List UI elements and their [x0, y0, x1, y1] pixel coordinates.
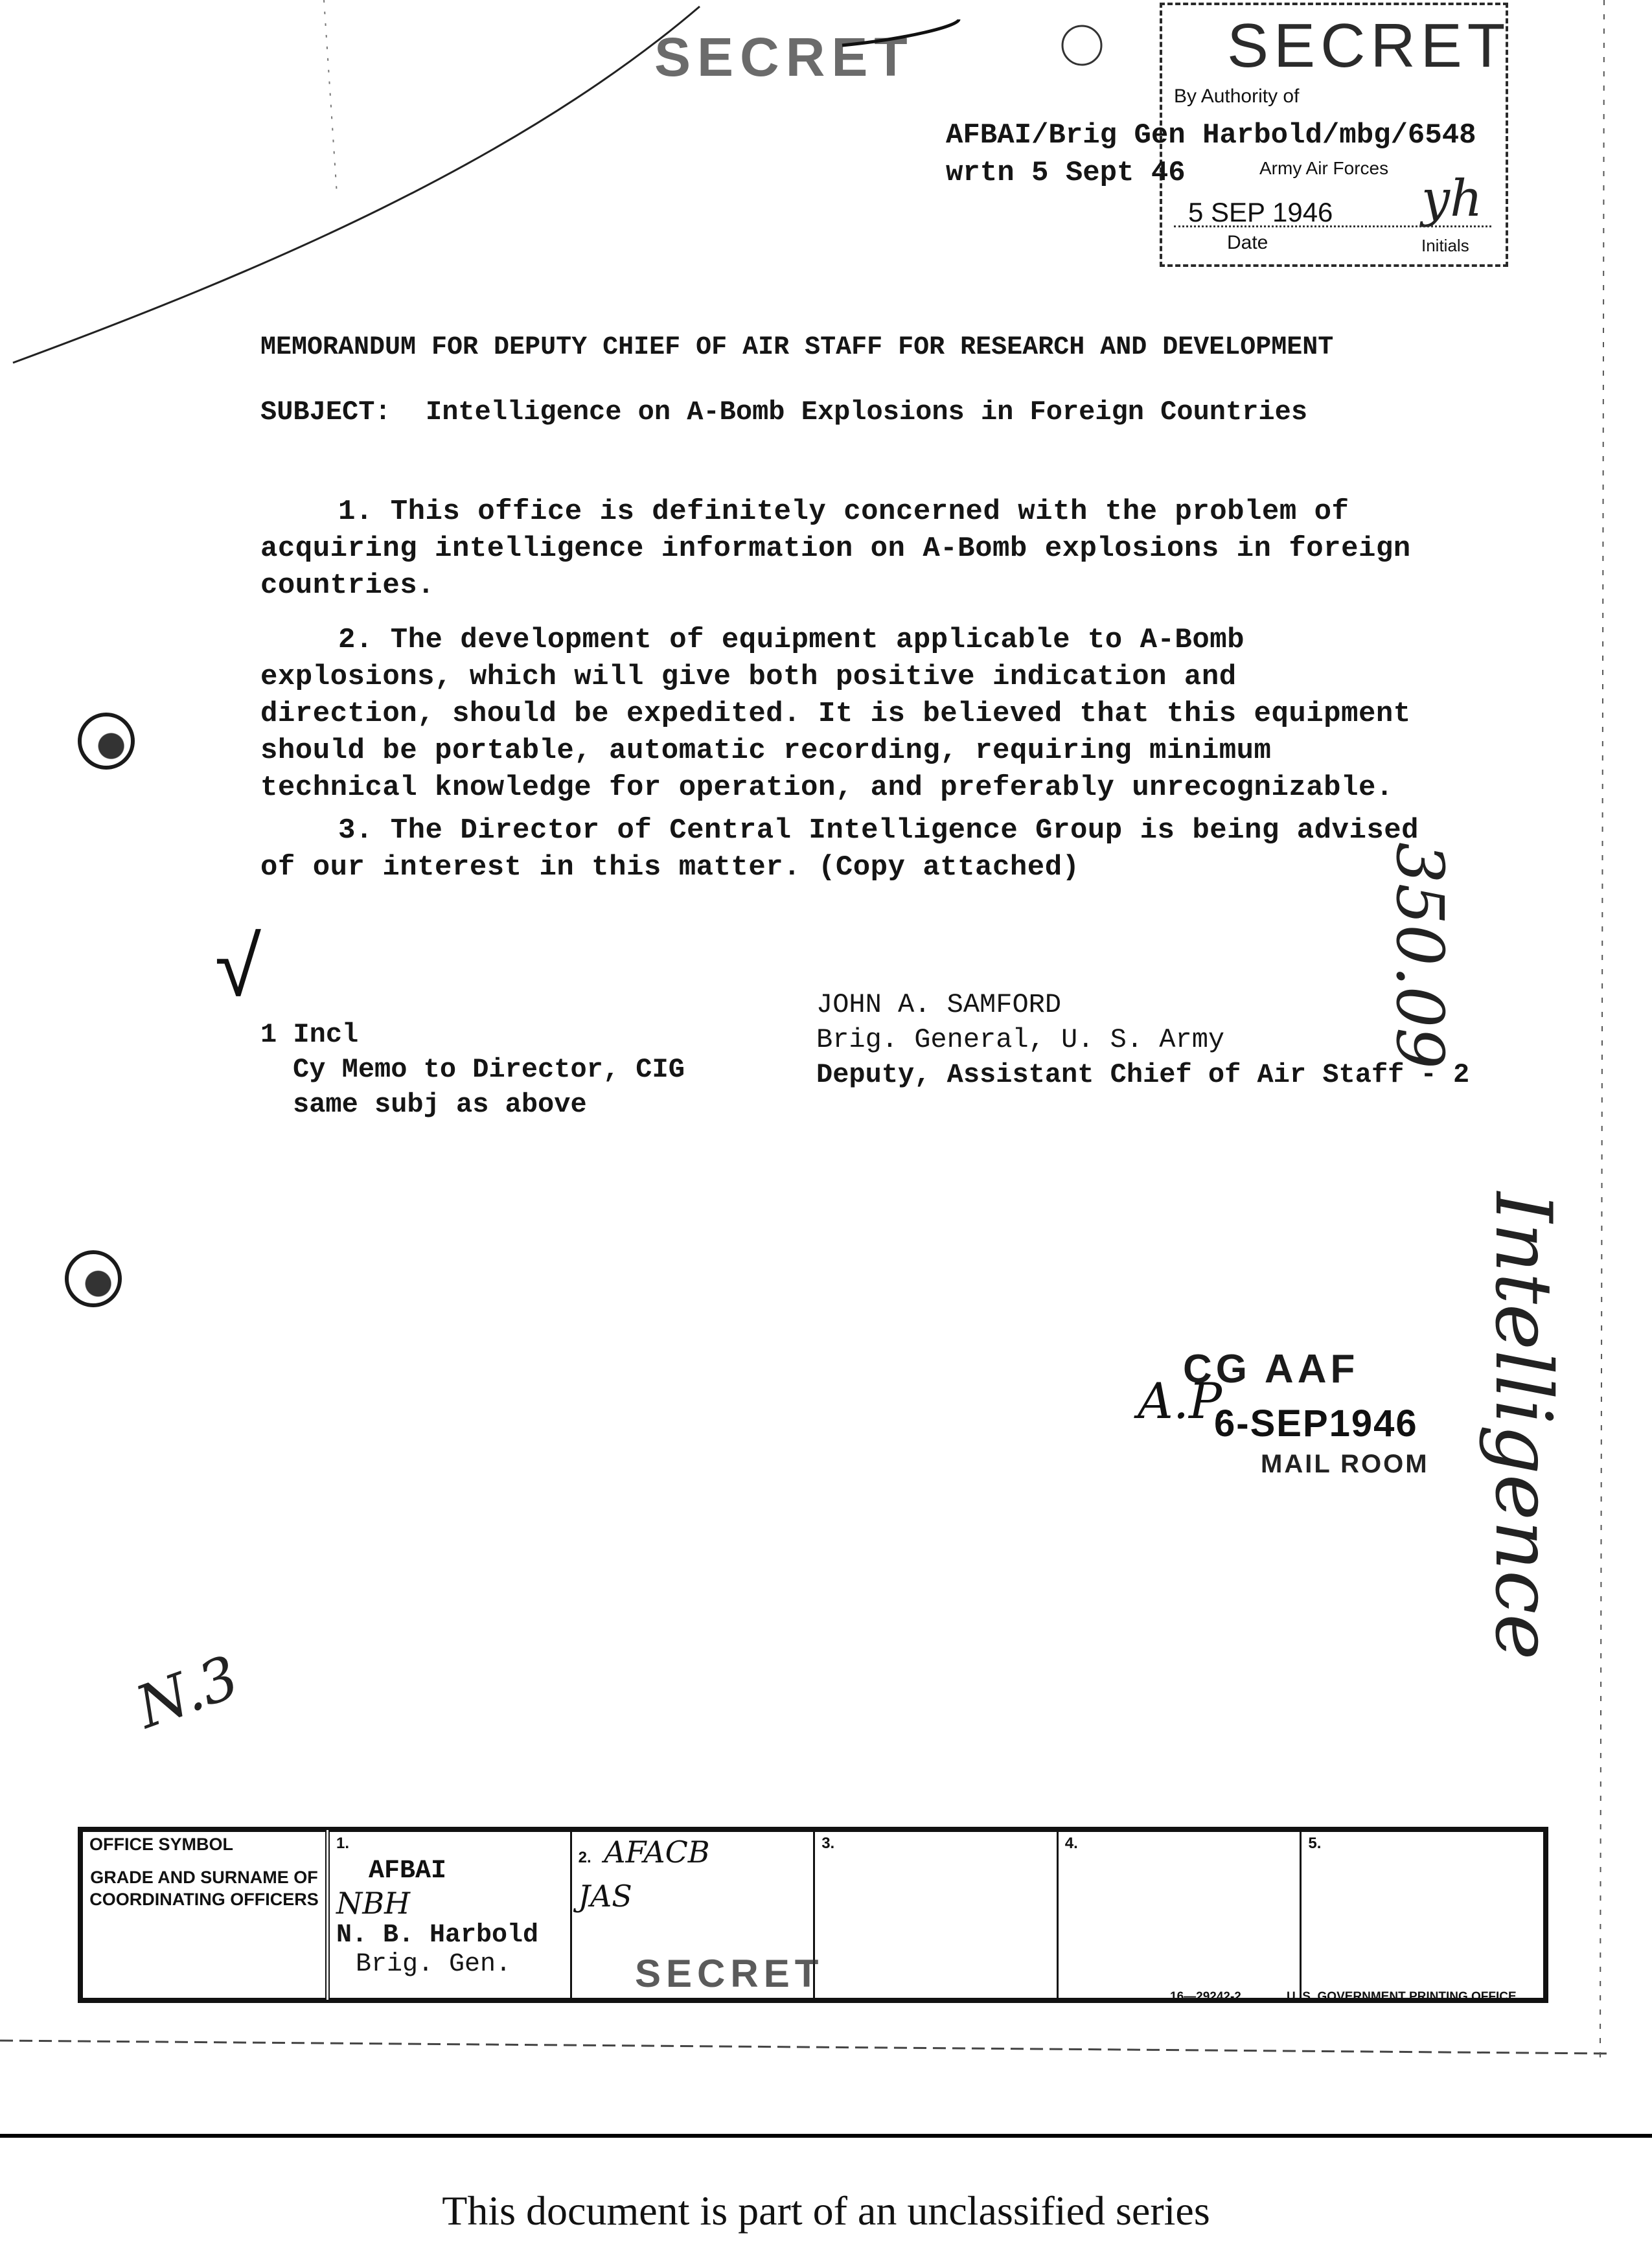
paragraph-text: The Director of Central Intelligence Group is being advised of our interest in this matter. (Copy attached) — [260, 814, 1419, 884]
coordinator-name: N. B. Harbold — [336, 1921, 539, 1950]
secret-stamp-bottom: SECRET — [635, 1952, 824, 1995]
coordinator-signature: JAS — [578, 1879, 632, 1914]
enclosure-line2: Cy Memo to Director, CIG — [293, 1054, 685, 1085]
authority-stamp-date: 5 SEP 1946 — [1188, 197, 1333, 227]
scan-circle — [1062, 26, 1101, 65]
office-symbol: AFBAI — [369, 1857, 447, 1886]
column-number: 4. — [1064, 1835, 1078, 1852]
received-stamp-office: CG AAF — [1183, 1347, 1359, 1391]
enclosure-line1: 1 Incl — [260, 1019, 359, 1050]
page-footer: This document is part of an unclassified series — [442, 2188, 1210, 2234]
margin-file-number: 350.09 — [1382, 842, 1458, 1069]
authority-stamp-initials-mark: yh — [1421, 170, 1483, 228]
paragraph-number: 2. — [338, 624, 373, 656]
coordinator-signature: NBH — [336, 1886, 411, 1921]
check-mark-icon: √ — [214, 926, 265, 1022]
received-stamp-room: MAIL ROOM — [1261, 1450, 1429, 1478]
signer-name: JOHN A. SAMFORD — [816, 989, 1062, 1020]
authority-stamp-org: Army Air Forces — [1259, 158, 1389, 178]
authority-stamp-by: By Authority of — [1174, 86, 1300, 107]
paragraph-text: This office is definitely concerned with the problem of acquiring intelligence information on A-Bomb explosions in foreign countries. — [260, 496, 1411, 602]
office-symbol: AFACB — [604, 1835, 710, 1870]
handwritten-mark: N.3 — [127, 1642, 248, 1743]
enclosure-line3: same subj as above — [293, 1089, 587, 1120]
file-reference-line2: wrtn 5 Sept 46 — [946, 157, 1186, 189]
authority-stamp-classification: SECRET — [1227, 11, 1511, 80]
margin-note: Intelligence — [1478, 1192, 1568, 1660]
form-number: 16—29242-2 — [1170, 1990, 1241, 2004]
printer-imprint: U. S. GOVERNMENT PRINTING OFFICE — [1287, 1990, 1517, 2004]
fold-line — [13, 6, 700, 363]
scan-edge-line — [0, 2041, 1607, 2054]
file-reference-line1: AFBAI/Brig Gen Harbold/mbg/6548 — [946, 119, 1476, 152]
memo-addressee: MEMORANDUM FOR DEPUTY CHIEF OF AIR STAFF FOR RESEARCH AND DEVELOPMENT — [260, 333, 1334, 362]
grade-surname-label: GRADE AND SURNAME OF COORDINATING OFFICERS — [89, 1868, 319, 1909]
signer-rank: Brig. General, U. S. Army — [816, 1024, 1225, 1055]
column-number: 2. — [578, 1849, 591, 1866]
received-stamp-initials: A.P. — [1138, 1372, 1228, 1430]
received-stamp-date: 6-SEP1946 — [1214, 1402, 1418, 1445]
coordinator-grade: Brig. Gen. — [356, 1950, 512, 1979]
paragraph-number: 1. — [338, 496, 373, 528]
office-symbol-label: OFFICE SYMBOL — [89, 1835, 233, 1854]
page-edge — [1600, 0, 1604, 2060]
subject-text: Intelligence on A-Bomb Explosions in Foreign Countries — [426, 396, 1308, 428]
pen-stroke — [842, 19, 959, 45]
column-number: 3. — [821, 1835, 835, 1852]
column-number: 1. — [336, 1835, 350, 1852]
secret-stamp-top: SECRET — [654, 27, 914, 87]
column-number: 5. — [1308, 1835, 1322, 1852]
page-speckle-line — [324, 0, 337, 194]
paragraph-number: 3. — [338, 814, 373, 847]
authority-stamp-date-label: Date — [1227, 232, 1268, 253]
signer-title: Deputy, Assistant Chief of Air Staff - 2 — [816, 1059, 1470, 1090]
authority-stamp-initials-label: Initials — [1421, 236, 1469, 255]
paragraph-text: The development of equipment applicable to A-Bomb explosions, which will give both positive indication and direction, should be expedited. It is believed that this equipment should be portable, automatic recording, requiring minimum technical knowledge for operation, and preferably unrecognizable. — [260, 624, 1411, 804]
subject-label: SUBJECT: — [260, 396, 391, 428]
